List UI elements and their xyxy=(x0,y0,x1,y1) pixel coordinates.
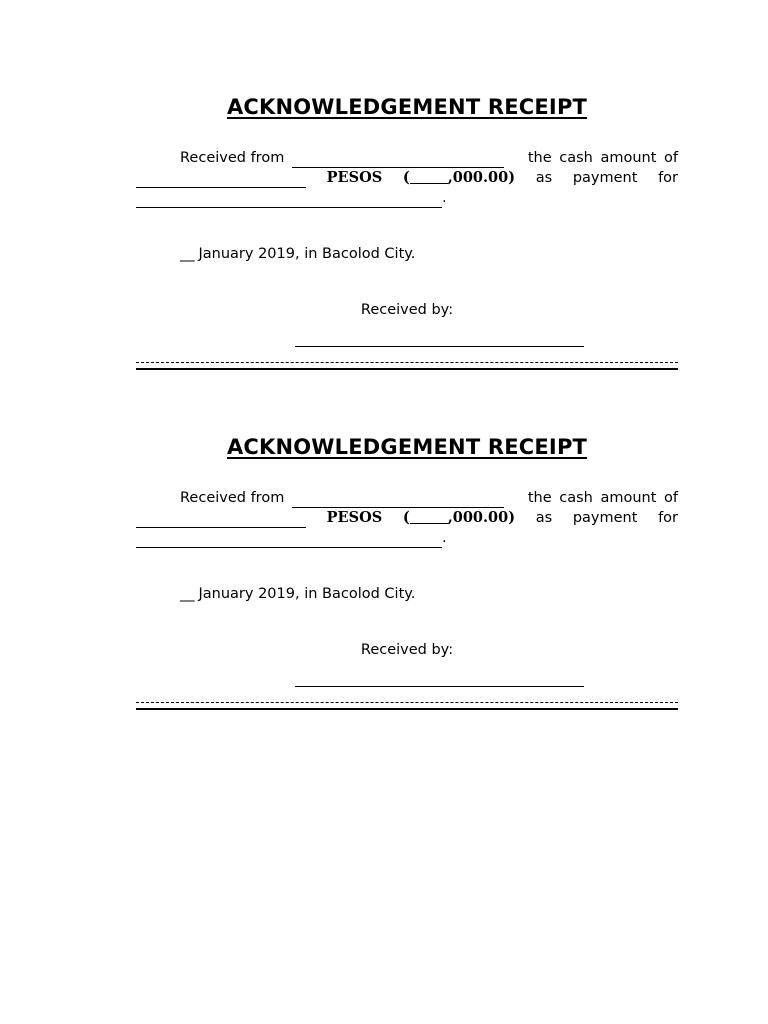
for-label: for xyxy=(658,170,678,186)
signature-line[interactable] xyxy=(295,346,584,347)
signature-line[interactable] xyxy=(295,686,584,687)
amount-line xyxy=(136,168,678,188)
receipt-1 xyxy=(136,92,678,370)
received-by-label: Received by: xyxy=(360,302,454,318)
received-from-line xyxy=(136,488,678,508)
amount-line xyxy=(136,508,678,528)
pesos-label: PESOS xyxy=(326,509,383,526)
purpose-line xyxy=(136,528,678,548)
cut-line-solid xyxy=(136,368,678,370)
amount-open: ( xyxy=(402,169,410,186)
received-from-label: Received from xyxy=(180,490,285,506)
purpose-blank[interactable] xyxy=(136,192,442,208)
receipt-2 xyxy=(136,432,678,710)
purpose-period: . xyxy=(442,530,447,546)
purpose-line xyxy=(136,188,678,208)
signature-area xyxy=(136,670,678,700)
date-line xyxy=(136,584,678,604)
cut-line-solid xyxy=(136,708,678,710)
cut-line-dashed xyxy=(136,362,678,363)
amount-figure xyxy=(403,168,515,188)
amount-close: ,000.00) xyxy=(447,509,516,526)
amount-words-blank[interactable] xyxy=(136,512,306,528)
signature-area xyxy=(136,330,678,360)
amount-words-blank[interactable] xyxy=(136,172,306,188)
as-label: as xyxy=(535,510,553,526)
amount-thousands-blank[interactable] xyxy=(410,509,448,524)
amount-figure xyxy=(403,508,515,528)
payment-label: payment xyxy=(572,170,638,186)
as-label: as xyxy=(535,170,553,186)
date-line xyxy=(136,244,678,264)
received-by-label: Received by: xyxy=(360,642,454,658)
amount-close: ,000.00) xyxy=(447,169,516,186)
purpose-blank[interactable] xyxy=(136,532,442,548)
receipt-title: ACKNOWLEDGEMENT RECEIPT xyxy=(226,435,588,459)
payer-name-blank[interactable] xyxy=(292,152,504,168)
for-label: for xyxy=(658,510,678,526)
purpose-period: . xyxy=(442,190,447,206)
payer-name-blank[interactable] xyxy=(292,492,504,508)
date-text: January 2019, in Bacolod City. xyxy=(198,586,416,602)
received-from-line xyxy=(136,148,678,168)
day-blank[interactable]: __ xyxy=(180,246,195,262)
received-from-label: Received from xyxy=(180,150,285,166)
cash-amount-label: the cash amount of xyxy=(527,150,678,166)
pesos-label: PESOS xyxy=(326,169,383,186)
day-blank[interactable]: __ xyxy=(180,586,195,602)
cash-amount-label: the cash amount of xyxy=(527,490,678,506)
amount-thousands-blank[interactable] xyxy=(410,169,448,184)
payment-label: payment xyxy=(572,510,638,526)
receipt-title: ACKNOWLEDGEMENT RECEIPT xyxy=(226,95,588,119)
amount-open: ( xyxy=(402,509,410,526)
date-text: January 2019, in Bacolod City. xyxy=(198,246,416,262)
cut-line-dashed xyxy=(136,702,678,703)
